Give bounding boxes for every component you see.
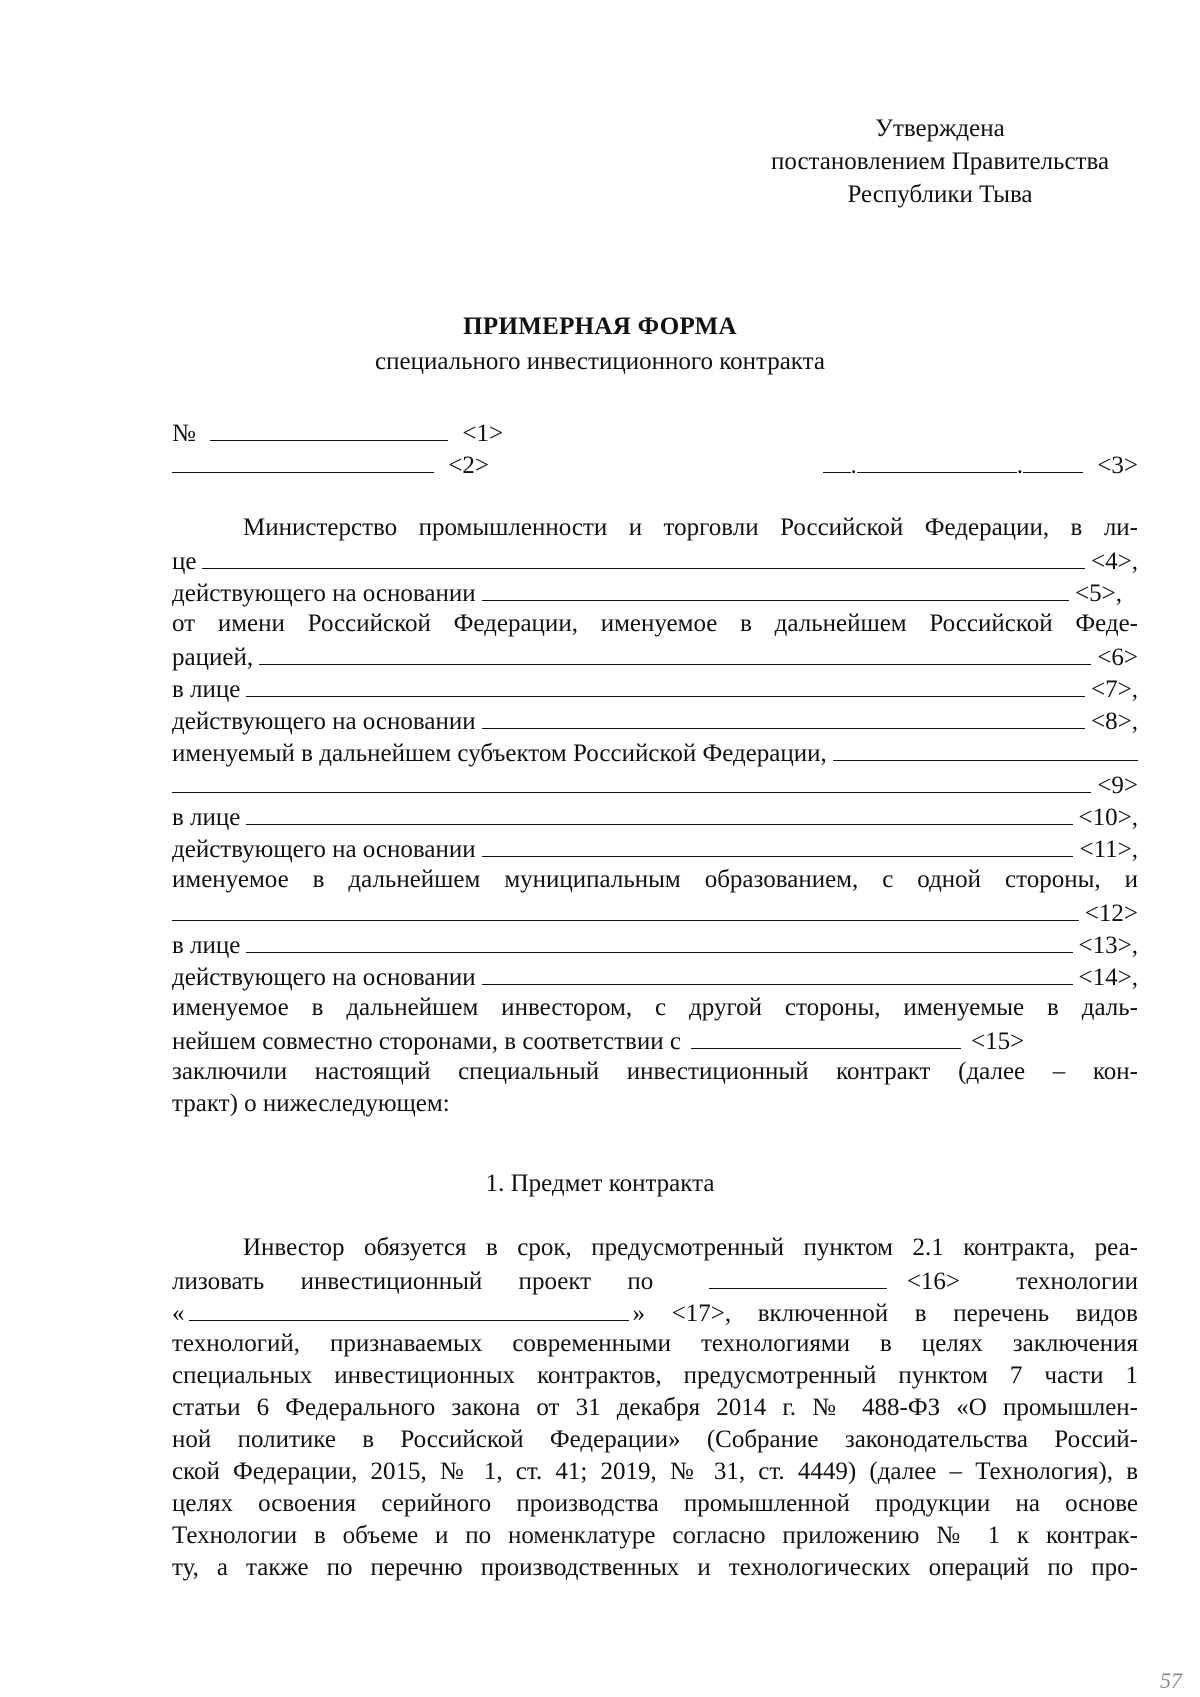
ref-15: <15> — [970, 1028, 1025, 1055]
parties-line-19: тракт) о нижеследующем: — [172, 1090, 450, 1117]
section-1-line-10: Технологии в объеме и по номенклатуре согласно приложению № 1 к контрак- — [172, 1522, 1138, 1549]
ref-14: <14>, — [1078, 964, 1138, 991]
contract-number-blank[interactable] — [210, 416, 448, 441]
parties-line-8 — [172, 736, 1138, 768]
basis-blank-2[interactable] — [482, 704, 1085, 729]
parties-line-16: именуемое в дальнейшем инвестором, с другой стороны, именуемые в даль- — [172, 994, 1138, 1021]
ref-5: <5>, — [1075, 580, 1122, 607]
section-1-line-3-end: » <17>, включенной в перечень видов — [632, 1300, 1138, 1327]
section-1-line-2-text: лизовать инвестиционный проект по — [172, 1268, 654, 1295]
basis-blank-4[interactable] — [482, 960, 1073, 985]
parties-line-3-text: действующего на основании — [172, 580, 476, 607]
number-sign: № — [172, 420, 196, 447]
basis-blank-3[interactable] — [482, 832, 1074, 857]
date-month-blank[interactable] — [857, 448, 1017, 473]
parties-line-13 — [172, 896, 1138, 928]
parties-line-14 — [172, 928, 1138, 960]
ref-10: <10>, — [1078, 804, 1138, 831]
ref-13: <13>, — [1078, 932, 1138, 959]
region-name-blank[interactable] — [259, 640, 1091, 665]
ref-12: <12> — [1084, 900, 1138, 927]
section-1-line-9: целях освоения серийного производства промышленной продукции на основе — [172, 1490, 1138, 1517]
subject-name-blank[interactable] — [172, 768, 1091, 793]
parties-line-6 — [172, 672, 1138, 704]
parties-line-9 — [172, 768, 1138, 800]
ref-6: <6> — [1097, 644, 1138, 671]
parties-line-4: от имени Российской Федерации, именуемое в дальнейшем Российской Феде- — [172, 610, 1138, 637]
document-subtitle: специального инвестиционного контракта — [375, 348, 825, 375]
section-1-line-7: ной политике в Российской Федерации» (Собрание законодательства Россий- — [172, 1426, 1138, 1453]
section-1-line-6: статьи 6 Федерального закона от 31 декабря 2014 г. № 488-ФЗ «О промышлен- — [172, 1394, 1138, 1421]
subject-name-blank-start[interactable] — [833, 736, 1138, 761]
date-year-blank[interactable] — [1023, 448, 1083, 473]
municipality-name-blank[interactable] — [172, 896, 1079, 921]
parties-line-17 — [172, 1024, 1138, 1056]
ref-8: <8>, — [1091, 708, 1138, 735]
municipality-representative-blank[interactable] — [246, 928, 1072, 953]
contract-number-row — [172, 416, 1138, 448]
ref-9: <9> — [1097, 772, 1138, 799]
parties-line-15 — [172, 960, 1138, 992]
parties-line-5 — [172, 640, 1138, 672]
section-1-line-3 — [172, 1296, 1138, 1328]
legal-basis-blank[interactable] — [691, 1024, 961, 1049]
section-1-line-8: ской Федерации, 2015, № 1, ст. 41; 2019, № 31, ст. 4449) (далее – Технология), в — [172, 1458, 1138, 1485]
date-dot-2: . — [1016, 452, 1024, 479]
parties-line-17-text: нейшем совместно сторонами, в соответствии с — [172, 1028, 681, 1055]
page-number-mark: 57 — [1160, 1668, 1182, 1693]
approval-line-2: постановлением Правительства — [770, 148, 1110, 175]
approval-line-3: Республики Тыва — [847, 181, 1033, 208]
minister-representative-blank[interactable] — [202, 544, 1085, 569]
ref-11: <11>, — [1079, 836, 1138, 863]
subject-representative-blank[interactable] — [246, 800, 1072, 825]
ref-2: <2> — [448, 452, 489, 479]
ref-3: <3> — [1097, 452, 1138, 479]
parties-line-2-text: це — [172, 548, 197, 575]
basis-blank-1[interactable] — [482, 576, 1069, 601]
approval-line-1: Утверждена — [875, 115, 1005, 142]
parties-line-2 — [172, 544, 1138, 576]
project-type-blank[interactable] — [709, 1264, 887, 1289]
section-1-line-2 — [172, 1264, 1138, 1296]
date-row — [172, 448, 1138, 480]
parties-line-6-text: в лице — [172, 676, 241, 703]
parties-line-5-text: рацией, — [172, 644, 254, 671]
parties-line-3 — [172, 576, 1122, 608]
technology-name-blank[interactable] — [189, 1296, 629, 1321]
document-title: ПРИМЕРНАЯ ФОРМА — [463, 313, 737, 340]
parties-line-7 — [172, 704, 1138, 736]
parties-line-11 — [172, 832, 1138, 864]
parties-line-18: заключили настоящий специальный инвестиционный контракт (далее – кон- — [172, 1058, 1138, 1085]
ref-1: <1> — [462, 420, 504, 447]
parties-line-7-text: действующего на основании — [172, 708, 476, 735]
parties-line-11-text: действующего на основании — [172, 836, 476, 863]
date-day-blank[interactable] — [823, 448, 851, 473]
section-1-line-1: Инвестор обязуется в срок, предусмотренный пунктом 2.1 контракта, реа- — [243, 1234, 1138, 1261]
section-1-line-2-end: <16> технологии — [906, 1268, 1138, 1295]
section-1-line-4: технологий, признаваемых современными технологиями в целях заключения — [172, 1330, 1138, 1357]
parties-line-15-text: действующего на основании — [172, 964, 476, 991]
parties-line-10-text: в лице — [172, 804, 241, 831]
region-representative-blank[interactable] — [246, 672, 1085, 697]
parties-line-1: Министерство промышленности и торговли Российской Федерации, в ли- — [243, 514, 1138, 541]
section-1-line-11: ту, а также по перечню производственных и технологических операций по про- — [172, 1554, 1138, 1581]
ref-7: <7>, — [1091, 676, 1138, 703]
parties-line-12: именуемое в дальнейшем муниципальным образованием, с одной стороны, и — [172, 866, 1138, 893]
date-dot-1: . — [850, 452, 857, 479]
parties-line-10 — [172, 800, 1138, 832]
ref-4: <4>, — [1091, 548, 1138, 575]
parties-line-8-text: именуемый в дальнейшем субъектом Российской Федерации, — [172, 740, 827, 767]
section-1-title: 1. Предмет контракта — [485, 1170, 715, 1197]
approval-block — [740, 112, 1140, 211]
section-1-line-5: специальных инвестиционных контрактов, предусмотренный пунктом 7 части 1 — [172, 1362, 1138, 1389]
quote-open: « — [172, 1300, 185, 1327]
parties-line-14-text: в лице — [172, 932, 241, 959]
